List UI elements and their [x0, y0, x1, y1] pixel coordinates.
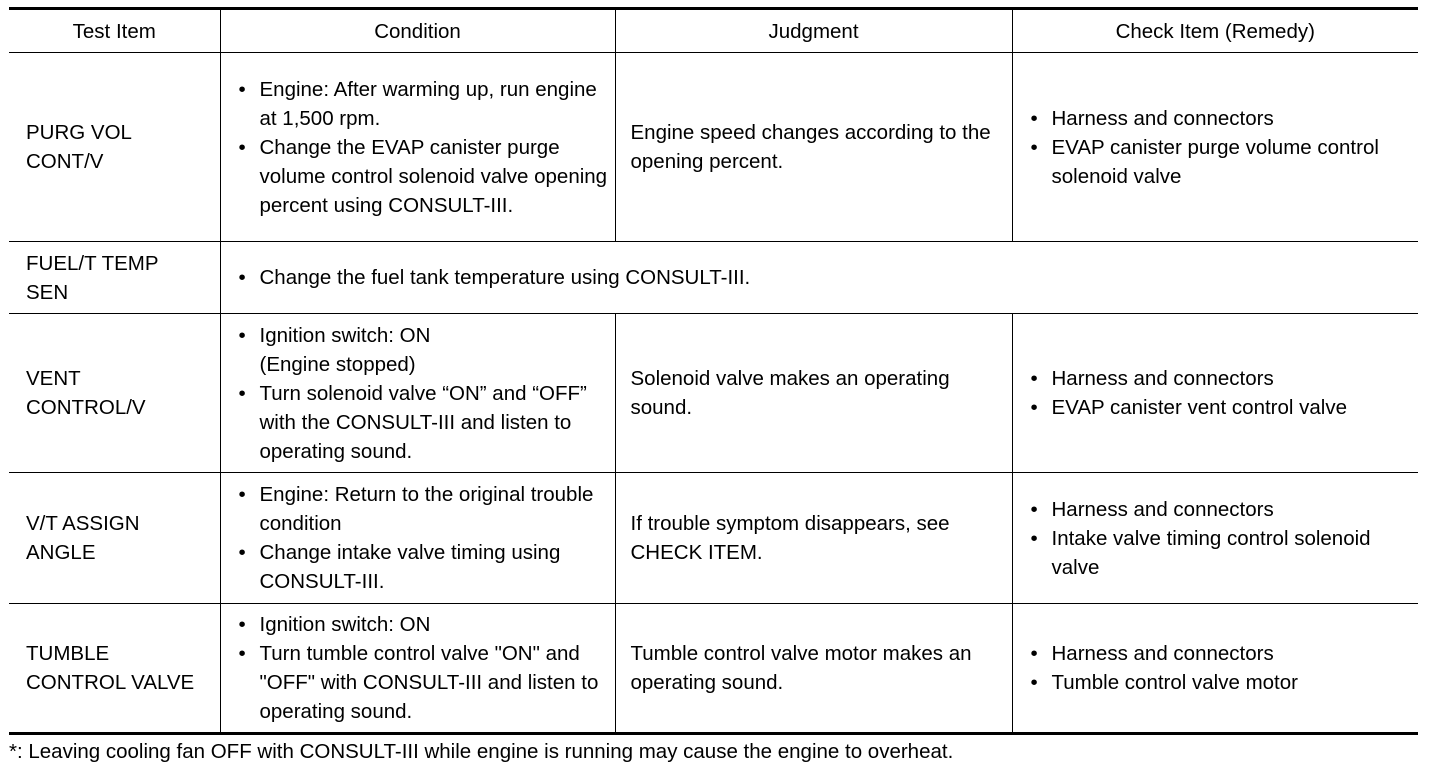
condition-list	[236, 321, 609, 466]
test-item-cell	[9, 314, 220, 473]
test-item-name: TUMBLE CONTROL VALVE	[26, 642, 195, 694]
check-item: • Intake valve timing control solenoid valve	[1028, 524, 1413, 582]
table-row	[9, 242, 1418, 314]
test-item-name: FUEL/T TEMP SEN	[26, 251, 159, 304]
condition-cell	[220, 473, 615, 604]
condition-list	[236, 480, 609, 596]
check-item: • Harness and connectors	[1028, 364, 1413, 393]
check-item-cell	[1012, 473, 1418, 604]
test-item-cell	[9, 473, 220, 604]
test-item-name	[26, 364, 166, 422]
test-item-table	[9, 7, 1418, 735]
condition-list	[236, 263, 1413, 292]
condition-item: • Engine: After warming up, run engine at 1,500 rpm.	[236, 75, 609, 133]
header-check-item: Check Item (Remedy)	[1012, 9, 1418, 53]
check-item-cell	[1012, 604, 1418, 734]
header-judgment: Judgment	[615, 9, 1012, 53]
check-item-list	[1028, 364, 1413, 422]
condition-item: • Change the EVAP canister purge volume control solenoid valve opening percent using CONSULT-III.	[236, 133, 609, 220]
table-header-row	[9, 9, 1418, 53]
check-item: • Harness and connectors	[1028, 639, 1413, 668]
check-item-list	[1028, 495, 1413, 582]
condition-cell	[220, 242, 1418, 314]
test-item-name-text: VENT CONTROL/V	[26, 367, 146, 419]
check-item-cell	[1012, 314, 1418, 473]
table-row	[9, 53, 1418, 242]
table-row	[9, 314, 1418, 473]
condition-cell	[220, 53, 615, 242]
test-item-cell	[9, 53, 220, 242]
judgment-cell: If trouble symptom disappears, see CHECK ITEM.	[615, 473, 1012, 604]
condition-cell	[220, 314, 615, 473]
condition-list	[236, 610, 609, 726]
table-row	[9, 473, 1418, 604]
test-item-name: PURG VOL CONT/V	[26, 121, 132, 173]
header-condition: Condition	[220, 9, 615, 53]
condition-item: • Ignition switch: ON	[236, 610, 609, 639]
test-item-cell	[9, 242, 220, 314]
condition-cell	[220, 604, 615, 734]
table-row	[9, 604, 1418, 734]
footnote: *: Leaving cooling fan OFF with CONSULT-III while engine is running may cause the engine to overheat.	[9, 740, 954, 763]
header-test-item: Test Item	[9, 9, 220, 53]
condition-item: • Turn solenoid valve “ON” and “OFF” with the CONSULT-III and listen to operating sound.	[236, 379, 609, 466]
condition-item: • Ignition switch: ON (Engine stopped)	[236, 321, 460, 379]
check-item: • EVAP canister purge volume control solenoid valve	[1028, 133, 1413, 191]
judgment-cell: Solenoid valve makes an operating sound.	[615, 314, 1012, 473]
condition-item: • Turn tumble control valve "ON" and "OFF" with CONSULT-III and listen to operating sound.	[236, 639, 609, 726]
check-item-cell	[1012, 53, 1418, 242]
check-item-list	[1028, 639, 1413, 697]
check-item: • Harness and connectors	[1028, 104, 1413, 133]
check-item: • EVAP canister vent control valve	[1028, 393, 1413, 422]
check-item: • Harness and connectors	[1028, 495, 1413, 524]
judgment-cell: Engine speed changes according to the opening percent.	[615, 53, 1012, 242]
judgment-cell: Tumble control valve motor makes an operating sound.	[615, 604, 1012, 734]
test-item-cell	[9, 604, 220, 734]
check-item: • Tumble control valve motor	[1028, 668, 1413, 697]
check-item-list	[1028, 104, 1413, 191]
condition-item: • Change intake valve timing using CONSULT-III.	[236, 538, 609, 596]
condition-list	[236, 75, 609, 220]
condition-item: • Engine: Return to the original trouble condition	[236, 480, 609, 538]
condition-item: • Change the fuel tank temperature using CONSULT-III.	[236, 263, 1413, 292]
test-item-name: V/T ASSIGN ANGLE	[26, 512, 140, 564]
